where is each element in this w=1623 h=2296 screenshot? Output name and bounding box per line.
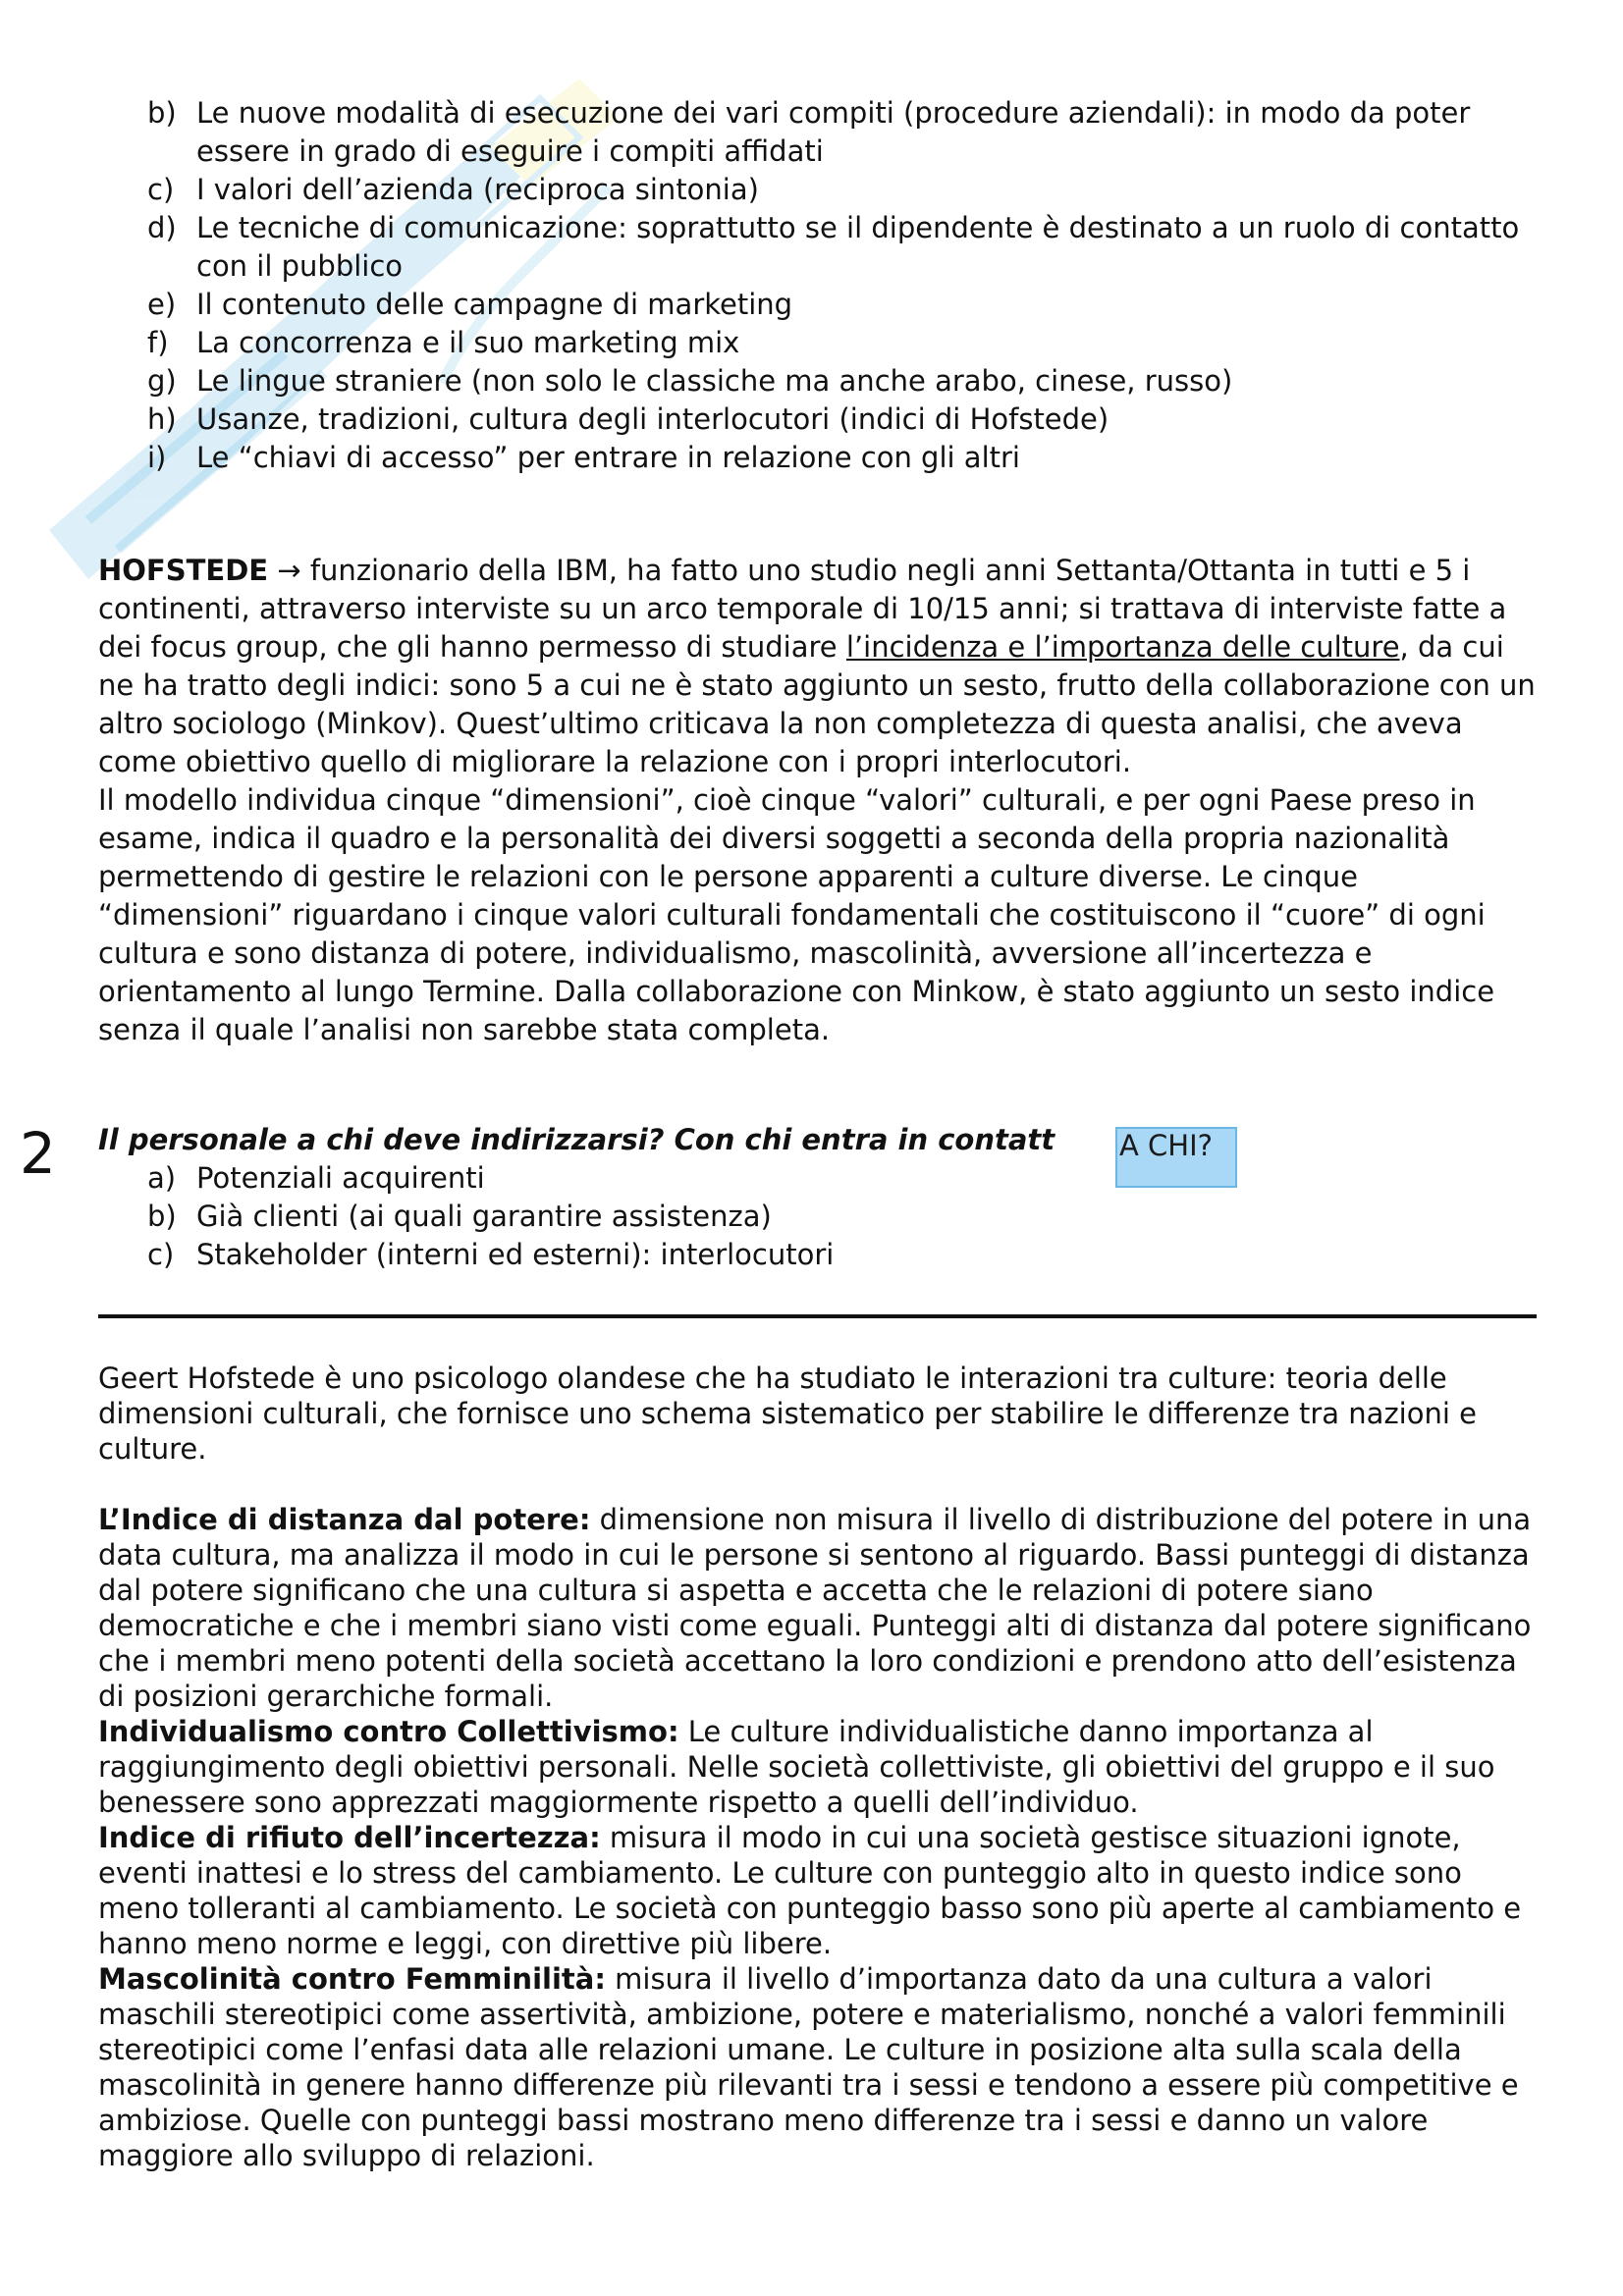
dimension-text: misura il livello d’importanza dato da una cultura a valori maschili stereotipici come assertività, ambizione, potere e materialismo, nonché a valori femminili stereotipici come l’enfasi data alle relazioni umane. Le culture in posizione alta sulla scala della mascolinità in genere hanno differenze più rilevanti tra i sessi e tendono a essere più competitive e ambiziose. Quelle con punteggi bassi mostrano meno differenze tra i sessi e danno un valore maggiore allo sviluppo di relazioni.	[98, 1962, 1519, 2172]
list-item	[98, 439, 1542, 477]
list-text: Potenziali acquirenti	[196, 1161, 485, 1195]
dimension-paragraph	[98, 1714, 1542, 1820]
list-marker: b)	[147, 96, 177, 130]
hofstede-underlined: l’incidenza e l’importanza delle culture	[845, 630, 1400, 664]
arrow-icon: →	[268, 554, 310, 587]
horizontal-divider	[98, 1314, 1537, 1318]
list-text: Il contenuto delle campagne di marketing	[196, 288, 793, 321]
list-marker: f)	[147, 326, 169, 359]
training-topics-list	[98, 94, 1542, 477]
list-marker: c)	[147, 173, 175, 206]
list-item	[98, 94, 1542, 171]
hofstede-text-a: funzionario della IBM, ha fatto uno studio negli anni Settanta/Ottanta in tutti e 5 i continenti, attraverso interviste su un arco temporale di 10/15 anni; si trattava di interviste fatte a dei focus group, che gli hanno permesso di studiare	[98, 554, 1507, 664]
hofstede-model-paragraph: Il modello individua cinque “dimensioni”, cioè cinque “valori” culturali, e per ogni Paese preso in esame, indica il quadro e la personalità dei diversi soggetti a seconda della propria nazionalità permettendo di gestire le relazioni con le persone apparenti a culture diverse. Le cinque “dimensioni” riguardano i cinque valori culturali fondamentali che costituiscono il “cuore” di ogni cultura e sono distanza di potere, individualismo, mascolinità, avversione all’incertezza e orientamento al lungo Termine. Dalla collaborazione con Minkow, è stato aggiunto un sesto indice senza il quale l’analisi non sarebbe stata completa.	[98, 783, 1495, 1046]
dimension-paragraph	[98, 1820, 1542, 1961]
list-item	[98, 1236, 1542, 1274]
dimension-term: L’Indice di distanza dal potere:	[98, 1503, 591, 1536]
dimension-text: misura il modo in cui una società gestisce situazioni ignote, eventi inattesi e lo stress del cambiamento. Le culture con punteggio alto in questo indice sono meno tolleranti al cambiamento. Le società con punteggio basso sono più aperte al cambiamento e hanno meno norme e leggi, con direttive più libere.	[98, 1821, 1522, 1960]
list-item	[98, 1198, 1542, 1236]
hofstede-section	[98, 552, 1542, 1049]
dimension-term: Individualismo contro Collettivismo:	[98, 1715, 679, 1748]
hofstede-text-b: , da cui ne ha tratto degli indici: sono 5 a cui ne è stato aggiunto un sesto, frutto della collaborazione con un altro sociologo (Minkov). Quest’ultimo criticava la non completezza di questa analisi, che aveva come obiettivo quello di migliorare la relazione con i propri interlocutori.	[98, 630, 1536, 778]
section2-question: Il personale a chi deve indirizzarsi? Con chi entra in contatt	[98, 1123, 1055, 1156]
list-text: Le nuove modalità di esecuzione dei vari compiti (procedure aziendali): in modo da poter essere in grado di eseguire i compiti affidati	[196, 96, 1471, 168]
hofstede-term: HOFSTEDE	[98, 554, 269, 587]
list-item	[98, 400, 1542, 439]
list-item	[98, 209, 1542, 286]
dimension-term: Mascolinità contro Femminilità:	[98, 1962, 606, 1996]
list-text: Le tecniche di comunicazione: soprattutto se il dipendente è destinato a un ruolo di contatto con il pubblico	[196, 211, 1520, 283]
section2	[98, 1121, 1542, 1274]
dimension-term: Indice di rifiuto dell’incertezza:	[98, 1821, 601, 1854]
list-text: I valori dell’azienda (reciproca sintonia)	[196, 173, 759, 206]
dimension-paragraph	[98, 1961, 1542, 2173]
list-marker: i)	[147, 441, 167, 474]
comment-callout[interactable]: A CHI?	[1115, 1127, 1237, 1188]
geert-paragraph: Geert Hofstede è uno psicologo olandese che ha studiato le interazioni tra culture: teoria delle dimensioni culturali, che fornisce uno schema sistematico per stabilire le differenze tra nazioni e culture.	[98, 1362, 1477, 1466]
section-number: 2	[20, 1120, 56, 1187]
list-item	[98, 1159, 1542, 1198]
list-marker: a)	[147, 1161, 177, 1195]
list-item	[98, 362, 1542, 400]
list-text: Usanze, tradizioni, cultura degli interlocutori (indici di Hofstede)	[196, 402, 1109, 436]
dimension-paragraph	[98, 1502, 1542, 1714]
geert-section	[98, 1361, 1542, 1467]
list-text: La concorrenza e il suo marketing mix	[196, 326, 740, 359]
list-marker: d)	[147, 211, 177, 244]
list-marker: b)	[147, 1200, 177, 1233]
list-item	[98, 324, 1542, 362]
list-text: Già clienti (ai quali garantire assistenza)	[196, 1200, 772, 1233]
list-text: Stakeholder (interni ed esterni): interlocutori	[196, 1238, 835, 1271]
dimensions-section	[98, 1502, 1542, 2173]
list-item	[98, 286, 1542, 324]
list-marker: g)	[147, 364, 177, 398]
dimension-text: dimensione non misura il livello di distribuzione del potere in una data cultura, ma analizza il modo in cui le persone si sentono al riguardo. Bassi punteggi di distanza dal potere significano che una cultura si aspetta e accetta che le relazioni di potere siano democratiche e che i membri siano visti come eguali. Punteggi alti di distanza dal potere significano che i membri meno potenti della società accettano la loro condizioni e prendono atto dell’esistenza di posizioni gerarchiche formali.	[98, 1503, 1532, 1713]
hofstede-paragraph	[98, 552, 1542, 781]
list-text: Le lingue straniere (non solo le classiche ma anche arabo, cinese, russo)	[196, 364, 1233, 398]
list-marker: e)	[147, 288, 177, 321]
dimension-text: Le culture individualistiche danno importanza al raggiungimento degli obiettivi personali. Nelle società collettiviste, gli obiettivi del gruppo e il suo benessere sono apprezzati maggiormente rispetto a quelli dell’individuo.	[98, 1715, 1495, 1819]
list-marker: h)	[147, 402, 177, 436]
list-text: Le “chiavi di accesso” per entrare in relazione con gli altri	[196, 441, 1020, 474]
list-marker: c)	[147, 1238, 175, 1271]
list-item	[98, 171, 1542, 209]
